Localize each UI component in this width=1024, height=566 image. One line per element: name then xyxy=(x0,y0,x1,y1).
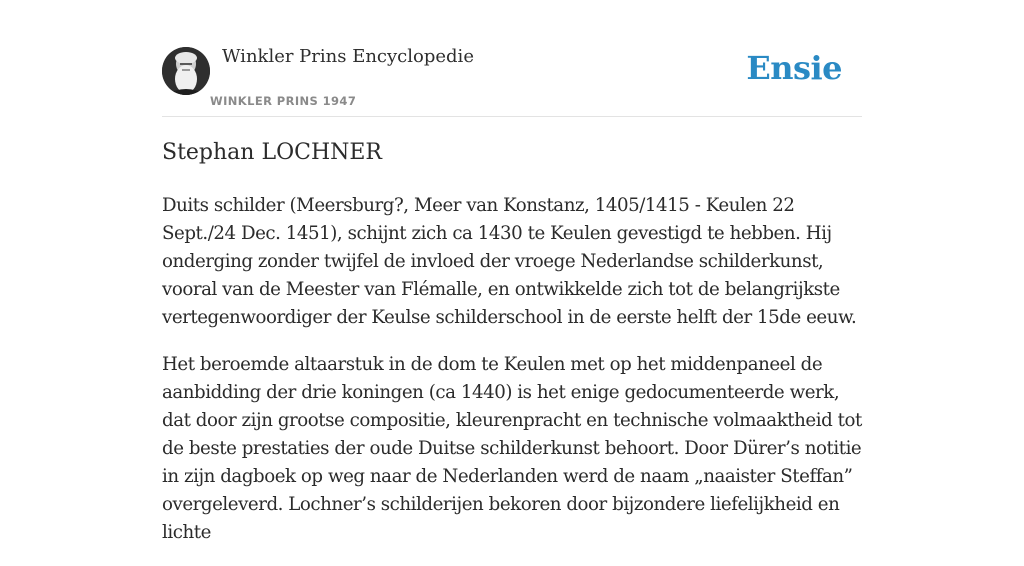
article-title: Stephan LOCHNER xyxy=(162,140,382,165)
source-title[interactable]: Winkler Prins Encyclopedie xyxy=(222,46,474,67)
article-paragraph: Duits schilder (Meersburg?, Meer van Konstanz, 1405/1415 - Keulen 22 Sept./24 Dec. 1451), schijnt zich ca 1430 te Keulen gevestigd te hebben. Hij onderging zonder twijfel de invloed der vroege Nederlandse schilderkunst, vooral van de Meester van Flémalle, en ontwikkelde zich tot de belangrijkste vertegenwoordiger der Keulse schilderschool in de eerste helft der 15de eeuw. xyxy=(162,195,857,328)
page-container xyxy=(162,0,862,543)
source-subtitle: WINKLER PRINS 1947 xyxy=(210,94,357,108)
article-body xyxy=(162,192,862,566)
source-avatar[interactable] xyxy=(162,47,210,95)
source-header xyxy=(162,0,862,117)
bearded-man-portrait-icon xyxy=(162,47,210,95)
article-paragraph: Het beroemde altaarstuk in de dom te Keulen met op het middenpaneel de aanbidding der drie koningen (ca 1440) is het enige gedocumenteerde werk, dat door zijn grootse compositie, kleurenpracht en technische volmaaktheid tot de beste prestaties der oude Duitse schilderkunst behoort. Door Dürer’s notitie in zijn dagboek op weg naar de Nederlanden werd de naam „naaister Steffan” overgeleverd. Lochner’s schilderijen bekoren door bijzondere liefelijkheid en lichte xyxy=(162,354,862,543)
ensie-logo-link[interactable]: Ensie xyxy=(746,49,842,87)
